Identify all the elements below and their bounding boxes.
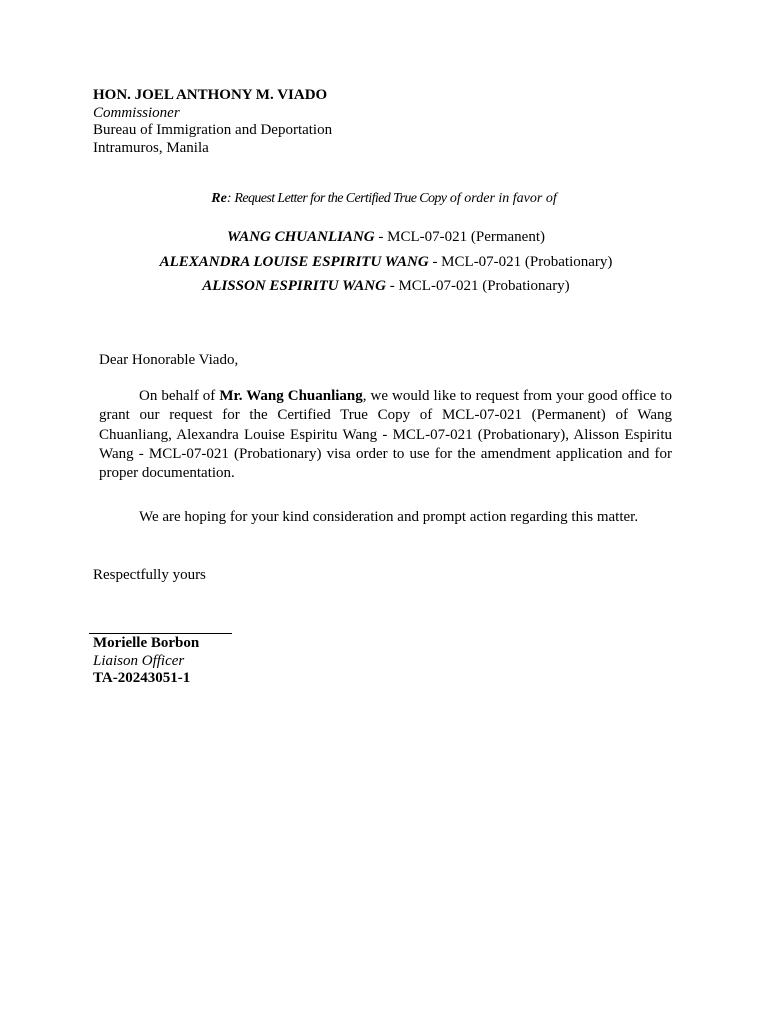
para1-after: , we would like to request from your good office to grant our request for the Certified True Copy of MCL-07-021 (Permanent) of Wang Chuanliang, Alexandra Louise Espiritu Wang - MCL-07-021 (Probationary), Alisson Espiritu Wang - MCL-07-021 (Probationary) visa order to use for the amendment application and for proper documentation. (99, 388, 672, 482)
addressee-name: HON. JOEL ANTHONY M. VIADO (93, 87, 328, 103)
addressee-block (93, 87, 332, 157)
recipient-item (0, 250, 768, 275)
signature-line (89, 633, 232, 634)
subject-text-part1: Request Letter for the Certified True Copy (231, 191, 447, 206)
signatory-title: Liaison Officer (93, 652, 185, 669)
recipient-details: - MCL-07-021 (Permanent) (374, 229, 546, 245)
signatory-name: Morielle Borbon (93, 635, 200, 651)
closing: Respectfully yours (93, 567, 206, 583)
body-paragraph-2: We are hoping for your kind consideration and prompt action regarding this matter. (139, 509, 639, 525)
recipient-name: ALEXANDRA LOUISE ESPIRITU WANG (159, 253, 429, 270)
signatory-reference: TA-20243051-1 (93, 670, 191, 686)
para1-bold-name: Mr. Wang Chuanliang (219, 388, 363, 404)
subject-line (0, 191, 768, 207)
addressee-title: Commissioner (93, 104, 180, 121)
subject-colon: : (226, 191, 232, 206)
signatory-block (93, 635, 199, 688)
body-paragraph-1 (99, 387, 672, 483)
subject-text-part2: of order in favor of (446, 191, 557, 206)
recipients-list (0, 225, 768, 299)
salutation: Dear Honorable Viado, (99, 352, 239, 368)
addressee-office: Bureau of Immigration and Deportation (93, 122, 333, 138)
addressee-location: Intramuros, Manila (93, 139, 209, 156)
recipient-details: - MCL-07-021 (Probationary) (385, 278, 570, 294)
recipient-name: ALISSON ESPIRITU WANG (202, 278, 386, 294)
recipient-details: - MCL-07-021 (Probationary) (428, 253, 613, 270)
subject-label: Re (211, 191, 227, 206)
para1-before: On behalf of (139, 388, 220, 404)
recipient-name: WANG CHUANLIANG (226, 229, 375, 245)
recipient-item (0, 274, 768, 299)
recipient-item (0, 225, 768, 250)
